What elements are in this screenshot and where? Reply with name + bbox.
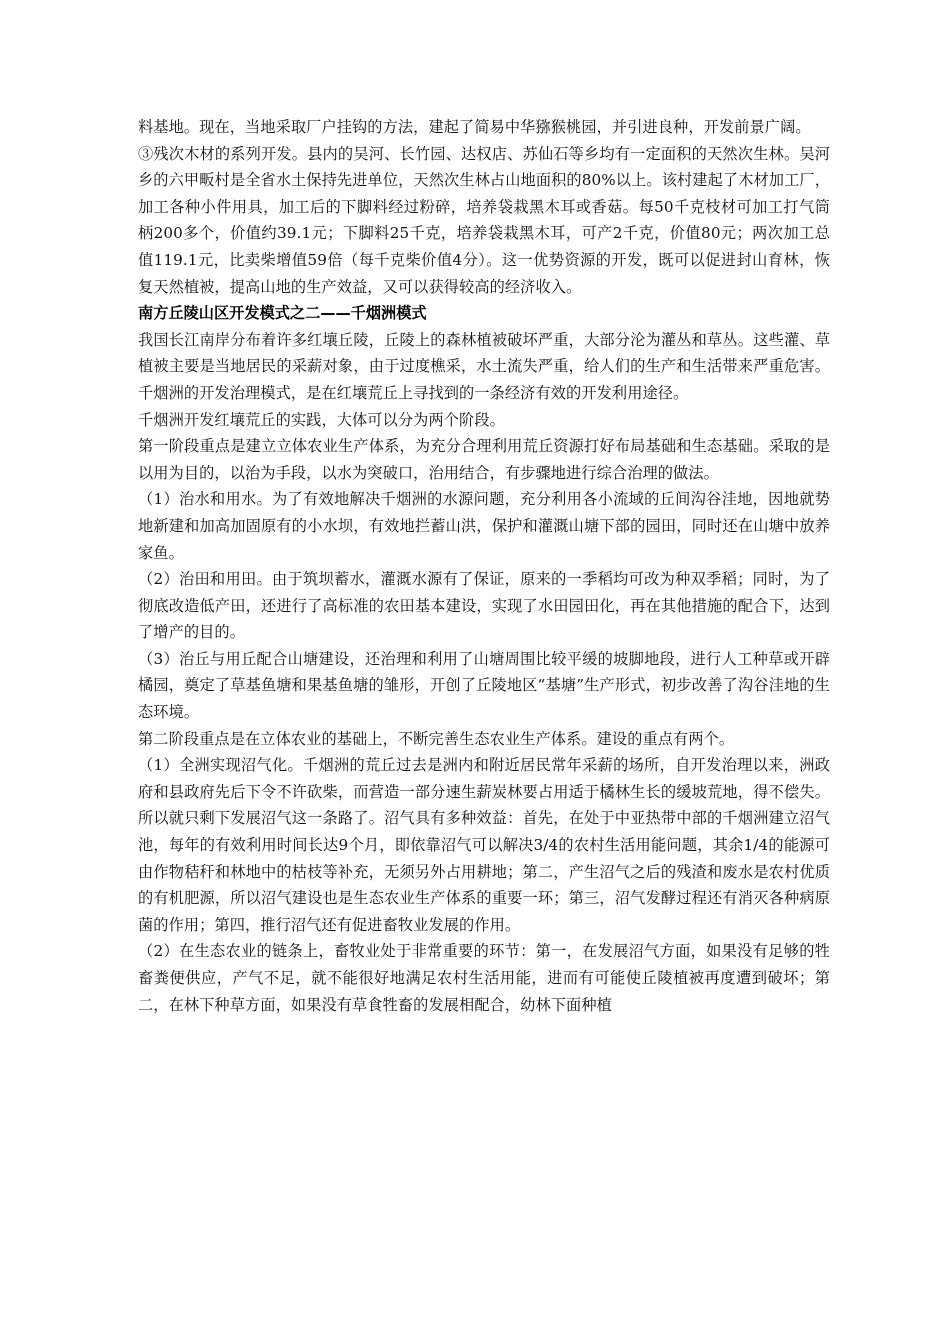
paragraph-two-stages: 千烟洲开发红壤荒丘的实践，大体可以分为两个阶段。 bbox=[138, 410, 505, 429]
paragraph-water-management: （1）治水和用水。为了有效地解决千烟洲的水源问题，充分利用各小流域的丘间沟谷洼地，因地就势地新建和加高加固原有的小水坝，有效地拦蓄山洪，保护和灌溉山塘下部的园田，同时还在山塘中放养家鱼。 bbox=[138, 490, 830, 562]
paragraph-stage-one: 第一阶段重点是建立立体农业生产体系，为充分合理利用荒丘资源打好布局基础和生态基础。采取的是以用为目的，以治为手段，以水为突破口，治用结合，有步骤地进行综合治理的做法。 bbox=[138, 437, 830, 482]
paragraph-field-management: （2）治田和用田。由于筑坝蓄水，灌溉水源有了保证，原来的一季稻均可改为种双季稻；同时，为了彻底改造低产田，还进行了高标准的农田基本建设，实现了水田园田化，再在其他措施的配合下，达到了增产的目的。 bbox=[138, 570, 830, 642]
paragraph-kiwi-base: 料基地。现在，当地采取厂户挂钩的方法，建起了简易中华猕猴桃园，并引进良种，开发前景广阔。 bbox=[138, 118, 811, 136]
paragraph-red-soil-hills: 我国长江南岸分布着许多红壤丘陵，丘陵上的森林植被破坏严重，大部分沦为灌丛和草丛。这些灌、草植被主要是当地居民的采薪对象，由于过度樵采，水土流失严重，给人们的生产和生活带来严重危害。千烟洲的开发治理模式，是在红壤荒丘上寻找到的一条经济有效的开发利用途径。 bbox=[138, 330, 830, 402]
document-page bbox=[138, 114, 830, 1018]
paragraph-timber-development: ③残次木材的系列开发。县内的吴河、长竹园、达权店、苏仙石等乡均有一定面积的天然次生林。吴河乡的六甲畈村是全省水土保持先进单位，天然次生林占山地面积的80%以上。该村建起了木材加工厂，加工各种小件用具，加工后的下脚料经过粉碎，培养袋栽黑木耳或香菇。每50千克枝材可加工打气筒柄200多个，价值约39.1元；下脚料25千克，培养袋栽黑木耳，可产2千克，价值80元；两次加工总值119.1元，比卖柴增值59倍（每千克柴价值4分）。这一优势资源的开发，既可以促进封山育林，恢复天然植被，提高山地的生产效益，又可以获得较高的经济收入。 bbox=[138, 144, 830, 296]
paragraph-stage-two: 第二阶段重点是在立体农业的基础上，不断完善生态农业生产体系。建设的重点有两个。 bbox=[138, 729, 735, 748]
paragraph-biogas: （1）全洲实现沼气化。千烟洲的荒丘过去是洲内和附近居民常年采薪的场所，自开发治理以来，洲政府和县政府先后下令不许砍柴，而营造一部分速生薪炭林要占用适于橘林生长的缓坡荒地，得不偿失。所以就只剩下发展沼气这一条路了。沼气具有多种效益：首先，在处于中亚热带中部的千烟洲建立沼气池，每年的有效利用时间长达9个月，即依靠沼气可以解决3/4的农村生活用能问题，其余1/4的能源可由作物秸秆和林地中的枯枝等补充，无须另外占用耕地；第二，产生沼气之后的残渣和废水是农村优质的有机肥源，所以沼气建设也是生态农业生产体系的重要一环；第三，沼气发酵过程还有消灭各种病原菌的作用；第四，推行沼气还有促进畜牧业发展的作用。 bbox=[138, 756, 830, 934]
paragraph-hill-management: （3）治丘与用丘配合山塘建设，还治理和利用了山塘周围比较平缓的坡脚地段，进行人工种草或开辟橘园，奠定了草基鱼塘和果基鱼塘的雏形，开创了丘陵地区“基塘”生产形式，初步改善了沟谷洼地的生态环境。 bbox=[138, 649, 830, 722]
section-heading: 南方丘陵山区开发模式之二——千烟洲模式 bbox=[138, 304, 427, 323]
paragraph-animal-husbandry: （2）在生态农业的链条上，畜牧业处于非常重要的环节：第一，在发展沼气方面，如果没有足够的牲畜粪便供应，产气不足，就不能很好地满足农村生活用能，进而有可能使丘陵植被再度遭到破坏；第二，在林下种草方面，如果没有草食牲畜的发展相配合，幼林下面种植 bbox=[138, 942, 830, 1014]
